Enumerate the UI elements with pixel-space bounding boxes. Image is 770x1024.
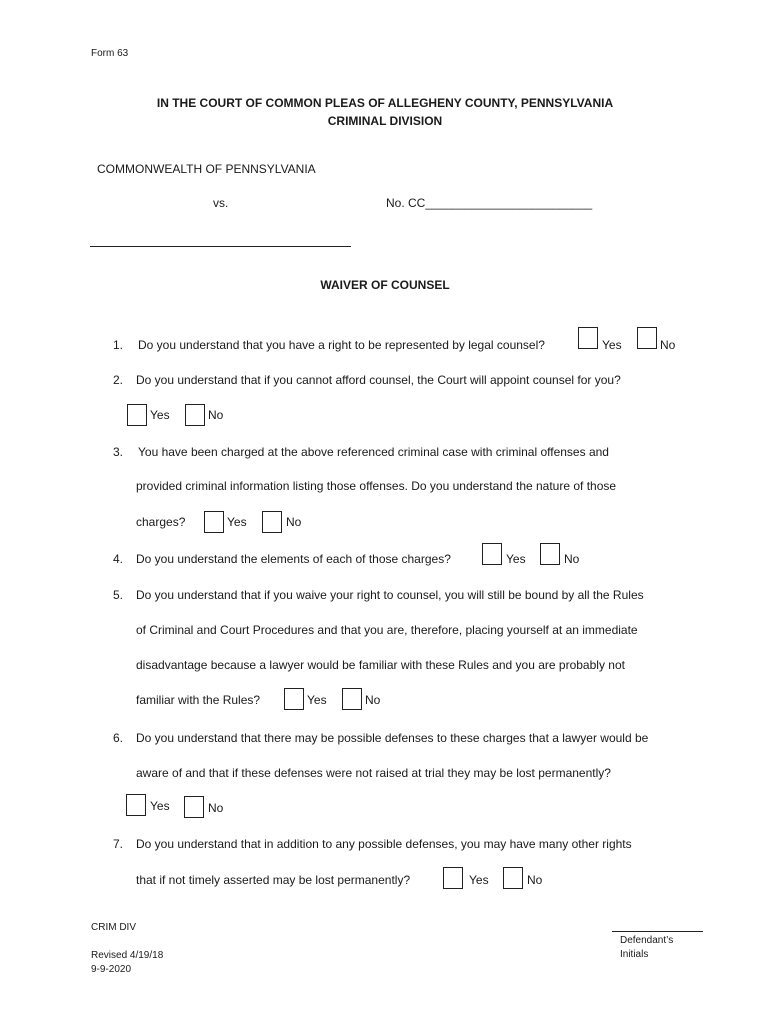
versus-label: vs. <box>213 196 229 210</box>
question-3-text-line3: charges? <box>136 515 186 529</box>
question-number: 1. <box>113 338 124 352</box>
question-number: 2. <box>113 373 124 387</box>
q4-yes-label: Yes <box>506 552 526 566</box>
q5-yes-checkbox[interactable] <box>284 688 304 710</box>
q3-yes-label: Yes <box>227 515 247 529</box>
footer-date: 9-9-2020 <box>91 964 132 975</box>
case-number-field[interactable]: No. CC_________________________ <box>386 196 593 210</box>
q1-yes-checkbox[interactable] <box>578 327 598 349</box>
question-4-text: Do you understand the elements of each of those charges? <box>136 552 451 566</box>
question-3-text-line1: You have been charged at the above referenced criminal case with criminal offenses and <box>138 445 609 459</box>
question-5-text-line2: of Criminal and Court Procedures and that you are, therefore, placing yourself at an immediate <box>136 623 638 637</box>
q7-no-label: No <box>527 873 543 887</box>
q6-no-checkbox[interactable] <box>184 796 204 818</box>
defendant-name-line[interactable] <box>90 246 351 247</box>
question-number: 4. <box>113 552 124 566</box>
q5-no-label: No <box>365 693 381 707</box>
question-7-text-line1: Do you understand that in addition to any possible defenses, you may have many other rights <box>136 837 632 851</box>
q3-yes-checkbox[interactable] <box>204 511 224 533</box>
q5-no-checkbox[interactable] <box>342 688 362 710</box>
q6-yes-label: Yes <box>150 799 170 813</box>
q1-no-checkbox[interactable] <box>637 327 657 349</box>
question-6-text-line2: aware of and that if these defenses were not raised at trial they may be lost permanently? <box>136 766 611 780</box>
q3-no-label: No <box>286 515 302 529</box>
initials-label-2: Initials <box>620 949 649 960</box>
q4-no-label: No <box>564 552 580 566</box>
question-5-text-line4: familiar with the Rules? <box>136 693 261 707</box>
q5-yes-label: Yes <box>307 693 327 707</box>
question-7-text-line2: that if not timely asserted may be lost permanently? <box>136 873 411 887</box>
plaintiff-name: COMMONWEALTH OF PENNSYLVANIA <box>97 162 316 176</box>
question-5-text-line3: disadvantage because a lawyer would be familiar with these Rules and you are probably not <box>136 658 625 672</box>
question-1-text: Do you understand that you have a right to be represented by legal counsel? <box>138 338 545 352</box>
question-number: 7. <box>113 837 124 851</box>
question-2-text: Do you understand that if you cannot afford counsel, the Court will appoint counsel for you? <box>136 373 621 387</box>
initials-line[interactable] <box>612 931 703 932</box>
q2-yes-checkbox[interactable] <box>127 404 147 426</box>
q7-no-checkbox[interactable] <box>503 867 523 889</box>
question-5-text-line1: Do you understand that if you waive your right to counsel, you will still be bound by all the Rules <box>136 588 644 602</box>
q2-no-label: No <box>208 408 224 422</box>
q7-yes-checkbox[interactable] <box>443 867 463 889</box>
footer-division: CRIM DIV <box>91 922 136 933</box>
question-number: 6. <box>113 731 124 745</box>
court-name: IN THE COURT OF COMMON PLEAS OF ALLEGHENY COUNTY, PENNSYLVANIA <box>156 96 614 110</box>
form-title: WAIVER OF COUNSEL <box>320 278 450 292</box>
court-division: CRIMINAL DIVISION <box>327 114 443 128</box>
q3-no-checkbox[interactable] <box>262 511 282 533</box>
q1-yes-label: Yes <box>602 338 622 352</box>
q4-no-checkbox[interactable] <box>540 543 560 565</box>
q1-no-label: No <box>660 338 676 352</box>
q7-yes-label: Yes <box>469 873 489 887</box>
form-number: Form 63 <box>91 48 129 59</box>
question-3-text-line2: provided criminal information listing those offenses. Do you understand the nature of those <box>136 479 617 493</box>
question-number: 5. <box>113 588 124 602</box>
initials-label: Defendant’s <box>620 935 674 946</box>
q6-no-label: No <box>208 801 224 815</box>
footer-revised: Revised 4/19/18 <box>91 950 164 961</box>
q4-yes-checkbox[interactable] <box>482 543 502 565</box>
q2-no-checkbox[interactable] <box>185 404 205 426</box>
question-6-text-line1: Do you understand that there may be possible defenses to these charges that a lawyer would be <box>136 731 649 745</box>
q6-yes-checkbox[interactable] <box>126 794 146 816</box>
q2-yes-label: Yes <box>150 408 170 422</box>
question-number: 3. <box>113 445 124 459</box>
